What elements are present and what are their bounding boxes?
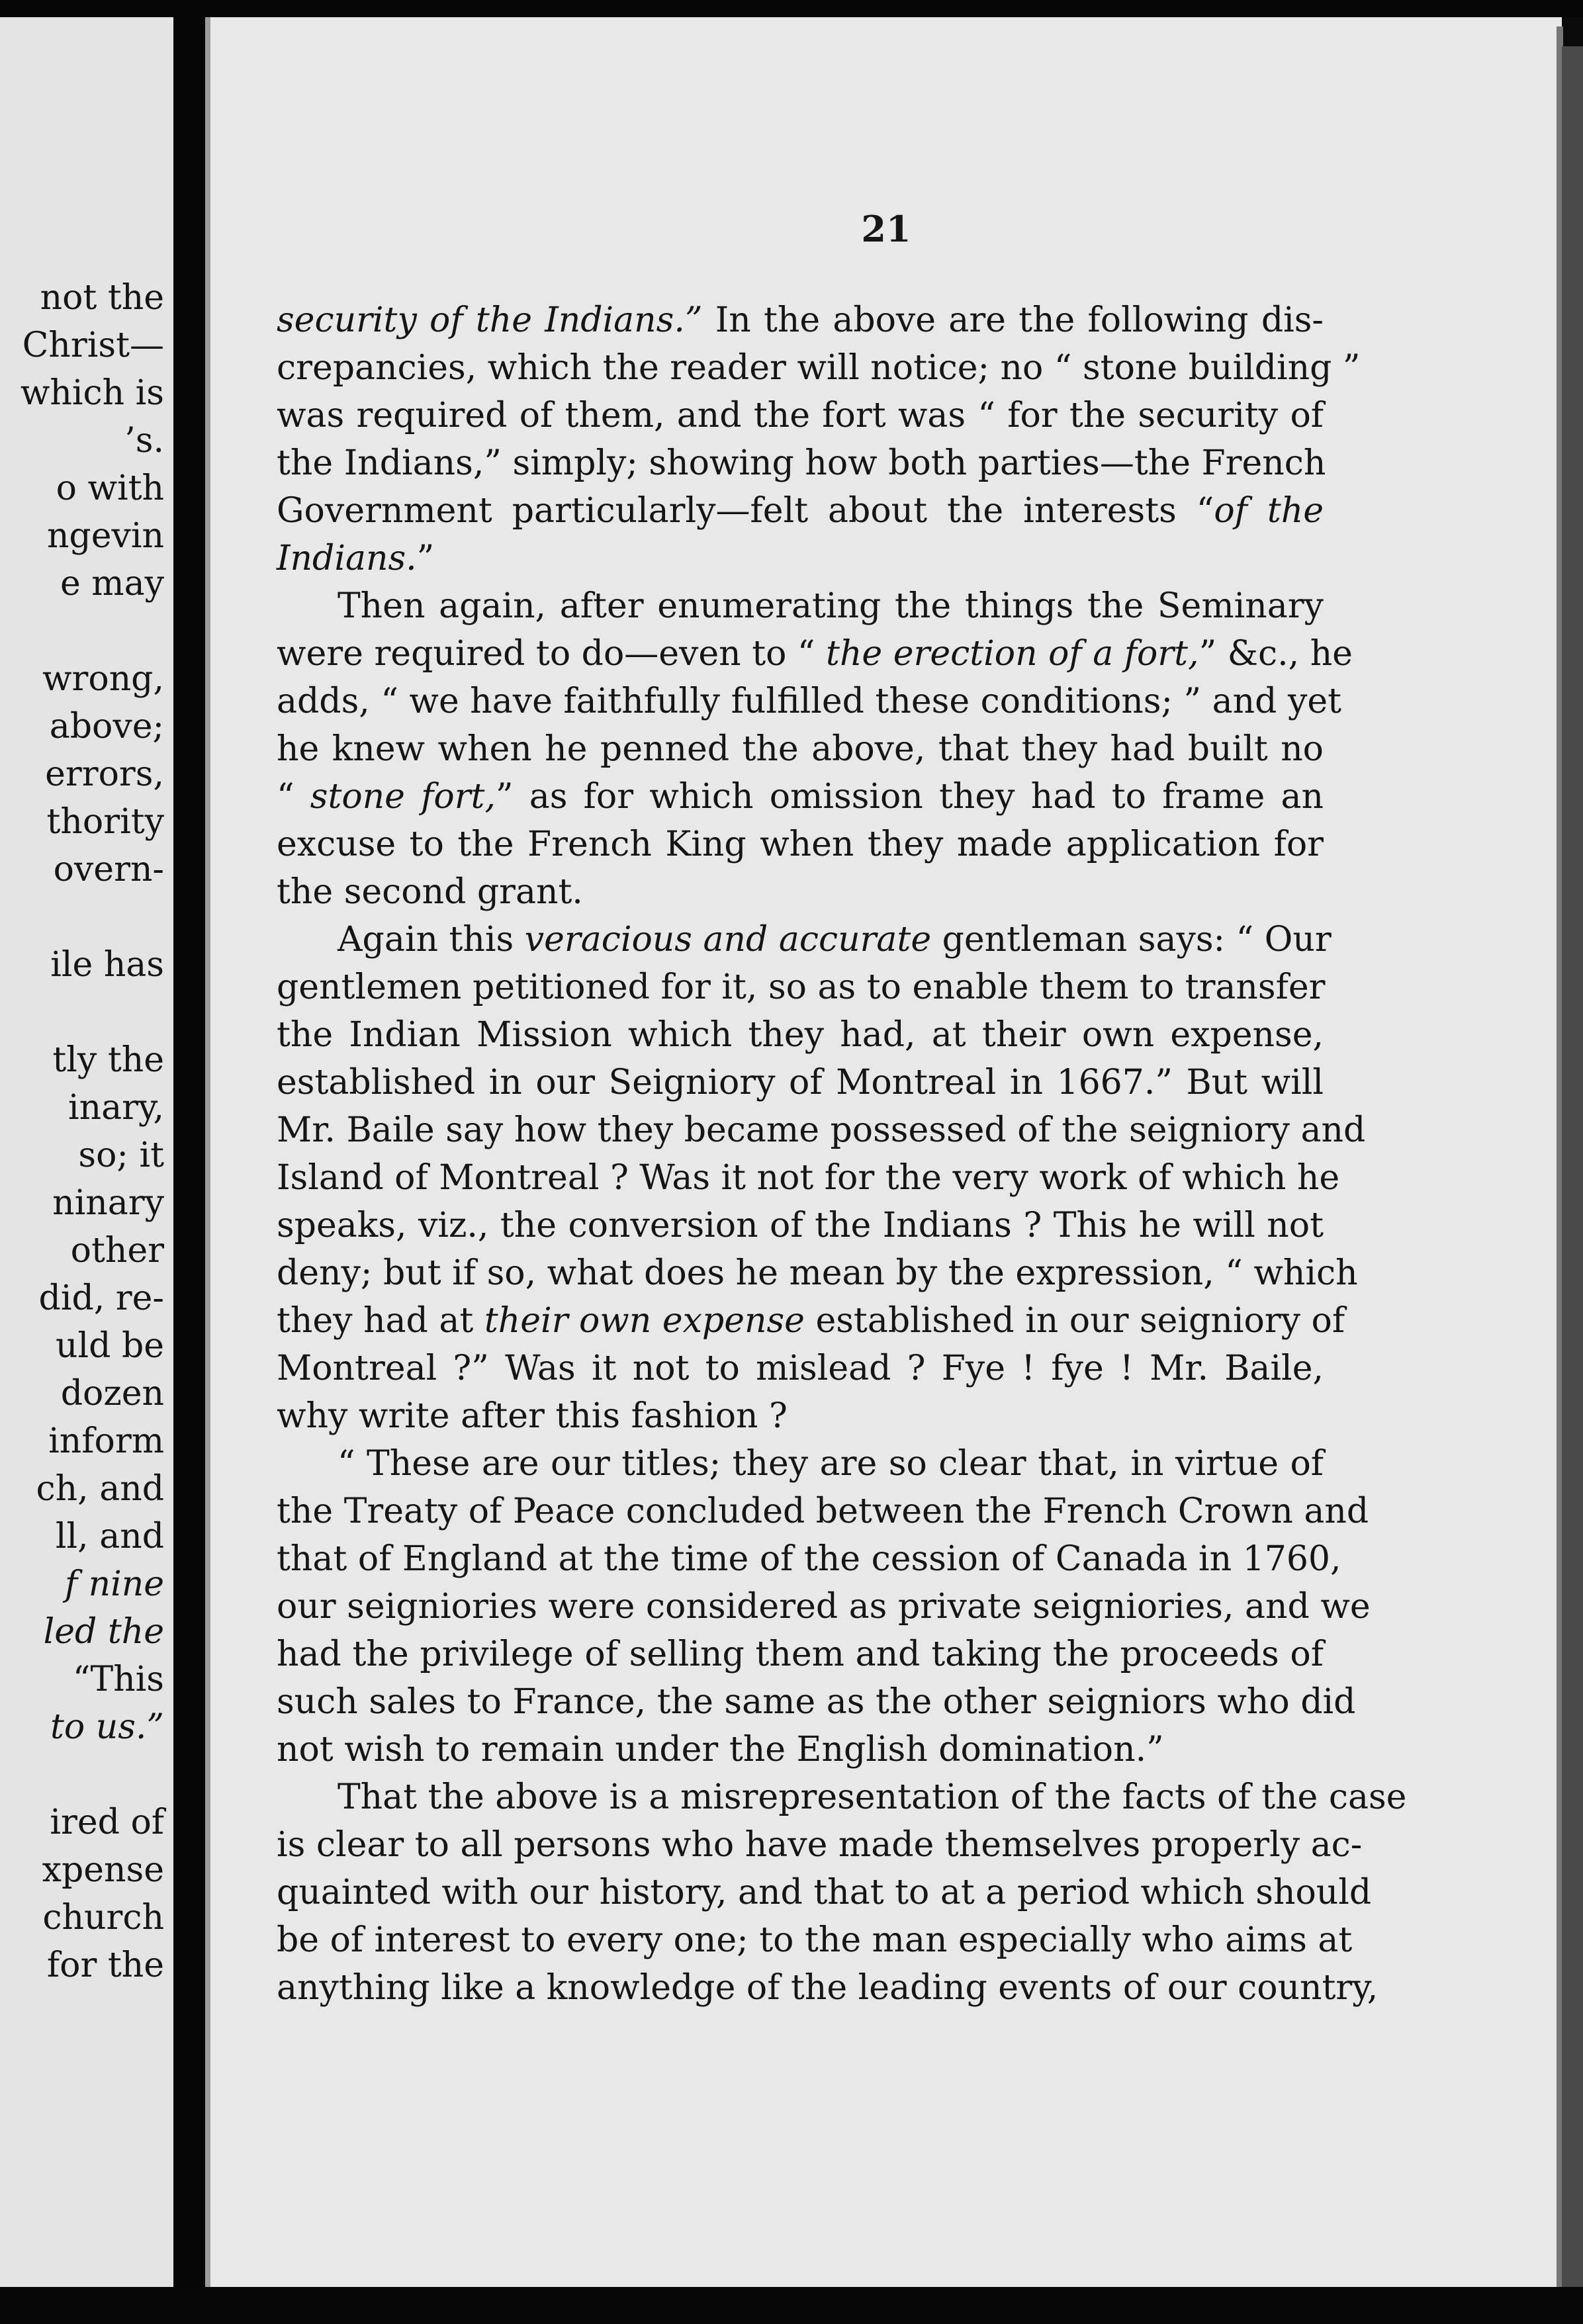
text-run: not wish to remain under the English domination.” — [277, 1730, 1164, 1769]
text-run: adds, “ we have faithfully fulfilled these conditions; ” and yet — [277, 682, 1342, 721]
text-run: the second grant. — [277, 872, 583, 912]
text-run: Again this — [338, 920, 525, 960]
text-line — [277, 868, 1324, 916]
left-page-line: dozen — [60, 1374, 164, 1413]
text-run: were required to do—even to “ — [277, 634, 827, 674]
binding-gutter — [173, 17, 205, 2324]
paragraph — [277, 296, 1361, 582]
paragraph — [277, 1440, 1371, 1773]
left-page-line: Christ— — [22, 326, 164, 365]
text-line — [277, 1773, 1407, 1821]
left-page-line: ired of — [50, 1803, 164, 1842]
text-line — [277, 1535, 1341, 1583]
left-page-line: did, re- — [38, 1278, 164, 1318]
left-page-line: wrong, — [42, 659, 164, 699]
text-line — [277, 678, 1342, 725]
text-line — [277, 535, 1324, 582]
text-run: the Indians,” simply; showing how both parties—the French — [277, 443, 1326, 483]
left-page-line: errors, — [45, 754, 164, 794]
text-run: Then again, after enumerating the things the Seminary — [338, 586, 1324, 626]
text-line — [277, 1821, 1363, 1869]
text-line — [277, 296, 1324, 344]
text-line — [277, 1583, 1371, 1631]
text-run: “ — [277, 777, 310, 817]
text-run: quainted with our history, and that to at a period which should — [277, 1873, 1372, 1912]
top-border — [0, 0, 1583, 17]
text-run: was required of them, and the fort was “ for the security of — [277, 396, 1324, 435]
text-run: our seigniories were considered as private seigniories, and we — [277, 1587, 1371, 1627]
text-run: why write after this fashion ? — [277, 1396, 788, 1436]
text-run: excuse to the French King when they made application for — [277, 825, 1324, 864]
text-line — [277, 1202, 1324, 1249]
text-run: established in our Seigniory of Montreal in 1667.” But will — [277, 1063, 1324, 1102]
text-line — [277, 1726, 1324, 1773]
left-page-line: f nine — [64, 1564, 164, 1604]
bottom-border — [0, 2287, 1583, 2324]
left-page-line: thority — [46, 802, 164, 842]
text-line — [277, 1631, 1324, 1678]
italic-text: of the — [1214, 491, 1324, 531]
paragraph — [277, 1773, 1407, 2012]
text-line — [277, 725, 1324, 773]
left-page-line: so; it — [78, 1136, 164, 1175]
left-page-line: uld be — [56, 1326, 164, 1366]
text-run: “ These are our titles; they are so clear that, in virtue of — [338, 1444, 1324, 1484]
text-run: gentleman says: “ Our — [931, 920, 1332, 960]
text-line — [277, 439, 1324, 487]
text-line — [277, 1916, 1353, 1964]
left-page-line: ile has — [50, 945, 164, 985]
italic-text: Indians. — [277, 539, 417, 578]
text-line — [277, 344, 1361, 392]
left-page-line: inary, — [68, 1088, 164, 1128]
left-page-line: inform — [48, 1421, 164, 1461]
text-run: that of England at the time of the cession of Canada in 1760, — [277, 1539, 1341, 1579]
italic-text: security of the Indians.” — [277, 300, 703, 340]
text-line — [277, 1488, 1369, 1535]
text-line — [277, 487, 1324, 535]
left-page-line: church — [42, 1898, 164, 1938]
text-line — [277, 1392, 1324, 1440]
text-run: they had at — [277, 1301, 484, 1341]
page-number: 21 — [861, 208, 911, 250]
text-run: Island of Montreal ? Was it not for the very work of which he — [277, 1158, 1340, 1198]
paragraph — [277, 916, 1366, 1440]
text-line — [277, 1059, 1324, 1106]
text-line — [277, 963, 1324, 1011]
left-page-line: to us.” — [50, 1707, 164, 1747]
text-line — [277, 1154, 1340, 1202]
text-run: In the above are the following dis- — [702, 300, 1324, 340]
text-run: the Indian Mission which they had, at their own expense, — [277, 1015, 1324, 1055]
left-page-line: ’s. — [124, 421, 164, 461]
text-line — [277, 1440, 1324, 1488]
right-page-edge — [1562, 46, 1583, 2324]
text-line — [277, 1345, 1324, 1392]
left-page-line: ch, and — [36, 1469, 164, 1509]
text-line — [277, 1869, 1372, 1916]
text-run: Mr. Baile say how they became possessed of the seigniory and — [277, 1110, 1366, 1150]
left-page-line: ninary — [52, 1183, 164, 1223]
text-run: ” — [416, 539, 435, 578]
left-page-line: led the — [43, 1612, 164, 1652]
left-page-line: ll, and — [55, 1517, 164, 1556]
body-text — [277, 296, 1407, 2012]
text-run: gentlemen petitioned for it, so as to enable them to transfer — [277, 967, 1326, 1007]
left-page-line: other — [70, 1231, 164, 1271]
text-run: That the above is a misrepresentation of the facts of the case — [338, 1777, 1407, 1817]
text-line — [277, 1678, 1356, 1726]
left-page-line: e may — [60, 564, 164, 603]
text-run: the Treaty of Peace concluded between the French Crown and — [277, 1492, 1369, 1531]
left-page-line: which is — [20, 373, 164, 413]
italic-text: their own expense — [484, 1301, 805, 1341]
text-run: anything like a knowledge of the leading events of our country, — [277, 1968, 1379, 2008]
text-line — [277, 1011, 1324, 1059]
italic-text: stone fort, — [310, 777, 496, 817]
text-run: crepancies, which the reader will notice; no “ stone building ” — [277, 348, 1361, 388]
left-facing-page — [0, 17, 173, 2287]
text-line — [277, 392, 1324, 439]
left-page-line: “This — [72, 1660, 164, 1699]
text-run: ” &c., he — [1199, 634, 1353, 674]
text-run: Government particularly—felt about the interests “ — [277, 491, 1214, 531]
text-line — [277, 630, 1353, 678]
left-page-line: ngevin — [46, 516, 164, 556]
paragraph — [277, 582, 1353, 916]
left-page-line: overn- — [53, 850, 164, 889]
text-run: is clear to all persons who have made themselves properly ac- — [277, 1825, 1363, 1865]
text-line — [277, 1297, 1345, 1345]
text-line — [277, 773, 1324, 821]
text-line — [277, 821, 1324, 868]
text-run: he knew when he penned the above, that they had built no — [277, 729, 1324, 769]
text-line — [277, 582, 1324, 630]
text-run: had the privilege of selling them and taking the proceeds of — [277, 1634, 1324, 1674]
text-run: be of interest to every one; to the man especially who aims at — [277, 1920, 1353, 1960]
left-page-line: above; — [49, 707, 164, 746]
text-run: deny; but if so, what does he mean by the expression, “ which — [277, 1253, 1358, 1293]
left-page-line: for the — [46, 1945, 164, 1985]
left-page-line: tly the — [52, 1040, 164, 1080]
text-line — [277, 916, 1332, 963]
text-line — [277, 1249, 1358, 1297]
gutter-edge — [205, 17, 210, 2287]
italic-text: veracious and accurate — [524, 920, 932, 960]
text-run: speaks, viz., the conversion of the Indians ? This he will not — [277, 1206, 1324, 1245]
left-page-line: not the — [40, 278, 164, 318]
text-run: established in our seigniory of — [804, 1301, 1345, 1341]
left-page-line: o with — [56, 469, 164, 508]
main-page — [210, 17, 1562, 2287]
italic-text: the erection of a fort, — [826, 634, 1199, 674]
text-run: Montreal ?” Was it not to mislead ? Fye ! fye ! Mr. Baile, — [277, 1349, 1324, 1388]
text-line — [277, 1106, 1366, 1154]
text-run: ” as for which omission they had to frame an — [496, 777, 1324, 817]
text-run: such sales to France, the same as the other seigniors who did — [277, 1682, 1356, 1722]
text-line — [277, 1964, 1379, 2012]
left-page-line: xpense — [42, 1850, 164, 1890]
